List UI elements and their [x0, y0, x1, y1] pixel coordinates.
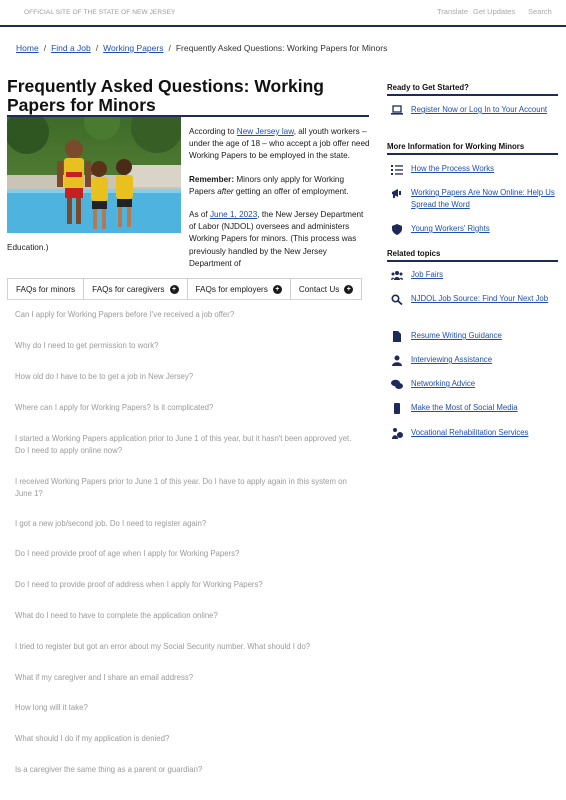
- faq-item[interactable]: Do I need to provide proof of address when I apply for Working Papers?: [15, 580, 263, 589]
- people-icon: [391, 270, 403, 281]
- intro-text: [189, 126, 371, 281]
- laptop-icon: [391, 105, 403, 116]
- tabs-divider: [7, 299, 352, 300]
- list-icon: [391, 164, 403, 175]
- rehab-icon: [391, 428, 403, 439]
- tab-faqs-for-caregivers[interactable]: FAQs for caregivers +: [83, 278, 187, 300]
- sidebar-more-heading: More Information for Working Minors: [387, 142, 525, 151]
- sidebar-related-divider: [387, 260, 558, 262]
- sidebar-item-label: Register Now or Log In to Your Account: [411, 105, 548, 114]
- faq-item[interactable]: Where can I apply for Working Papers? Is it complicated?: [15, 403, 214, 412]
- sidebar-item-label: Interviewing Assistance: [411, 355, 493, 364]
- page-title: Frequently Asked Questions: Working Papers for Minors: [7, 76, 324, 115]
- breadcrumb-home[interactable]: Home: [16, 43, 39, 53]
- faq-item[interactable]: Can I apply for Working Papers before I've received a job offer?: [15, 310, 235, 319]
- sidebar-item-label: Vocational Rehabilitation Services: [411, 428, 529, 437]
- search-icon: [391, 294, 403, 305]
- phone-icon: [391, 403, 403, 414]
- faq-item[interactable]: I received Working Papers prior to June 1 of this year. Do I have to apply again in this system on June 1?: [15, 477, 347, 498]
- faq-tabs: [7, 278, 361, 300]
- sidebar-item-label: Young Workers' Rights: [411, 224, 490, 233]
- tab-faqs-for-employers[interactable]: FAQs for employers +: [187, 278, 291, 300]
- search-link[interactable]: Search: [528, 7, 552, 16]
- sidebar-ready-divider: [387, 94, 558, 96]
- faq-item[interactable]: I got a new job/second job. Do I need to register again?: [15, 519, 207, 528]
- faq-item[interactable]: How long will it take?: [15, 703, 88, 712]
- faq-item[interactable]: Is a caregiver the same thing as a parent or guardian?: [15, 765, 203, 774]
- person-icon: [391, 355, 403, 366]
- plus-circle-icon: +: [170, 285, 179, 294]
- translate-link[interactable]: Translate: [437, 7, 468, 16]
- megaphone-icon: [391, 188, 403, 199]
- faq-item[interactable]: What if my caregiver and I share an email address?: [15, 673, 194, 682]
- tab-contact-us[interactable]: Contact Us +: [290, 278, 363, 300]
- lifeguards-photo: [7, 117, 181, 233]
- faq-item[interactable]: I tried to register but got an error about my Social Security number. What should I do?: [15, 642, 311, 651]
- faq-item[interactable]: What should I do if my application is denied?: [15, 734, 170, 743]
- breadcrumb-find-a-job[interactable]: Find a Job: [51, 43, 91, 53]
- shield-icon: [391, 224, 403, 235]
- sidebar-item-label: Working Papers Are Now Online: Help Us Spread the Word: [411, 188, 555, 209]
- sidebar-item-label: Job Fairs: [411, 270, 444, 279]
- sidebar-item-label: Make the Most of Social Media: [411, 403, 518, 412]
- top-bar: [0, 0, 566, 27]
- intro-paragraph-3: As of June 1, 2023, the New Jersey Department of Labor (NJDOL) oversees and administers Working Papers for minors. (This process was previously handled by the New Jersey Department of: [189, 210, 364, 268]
- new-jersey-law-link[interactable]: New Jersey law: [236, 127, 294, 136]
- plus-circle-icon: +: [344, 285, 353, 294]
- faq-item[interactable]: Why do I need to get permission to work?: [15, 341, 159, 350]
- chat-icon: [391, 379, 403, 390]
- sidebar-item-label: How the Process Works: [411, 164, 495, 173]
- faq-item[interactable]: What do I need to have to complete the application online?: [15, 611, 218, 620]
- tab-faqs-for-minors[interactable]: FAQs for minors: [7, 278, 84, 300]
- intro-paragraph-1: According to New Jersey law, all youth workers – under the age of 18 – who accept a job offer need Working Papers to be employed in the state.: [189, 127, 370, 161]
- intro-paragraph-3-tail: Education.): [7, 243, 49, 252]
- breadcrumb-working-papers[interactable]: Working Papers: [103, 43, 164, 53]
- get-updates-link[interactable]: Get Updates: [473, 7, 516, 16]
- breadcrumb-current: Frequently Asked Questions: Working Papers for Minors: [175, 43, 388, 53]
- faq-item[interactable]: How old do I have to be to get a job in New Jersey?: [15, 372, 194, 381]
- breadcrumb: Home / Find a Job / Working Papers / Frequently Asked Questions: Working Papers for Minors: [16, 43, 388, 53]
- document-icon: [391, 331, 403, 342]
- faq-item[interactable]: Do I need provide proof of age when I apply for Working Papers?: [15, 549, 240, 558]
- official-site-text: OFFICIAL SITE OF THE STATE OF NEW JERSEY: [24, 9, 176, 16]
- faq-item[interactable]: I started a Working Papers application prior to June 1 of this year, but it hasn't been approved yet. Do I need to apply online now?: [15, 434, 352, 455]
- plus-circle-icon: +: [273, 285, 282, 294]
- sidebar-related-heading: Related topics: [387, 249, 441, 258]
- sidebar-more-divider: [387, 153, 558, 155]
- sidebar-item-label: NJDOL Job Source: Find Your Next Job: [411, 294, 549, 303]
- sidebar-item-label: Networking Advice: [411, 379, 476, 388]
- june-1-2023-link[interactable]: June 1, 2023: [209, 210, 258, 220]
- sidebar-item-label: Resume Writing Guidance: [411, 331, 502, 340]
- sidebar-ready-heading: Ready to Get Started?: [387, 83, 469, 92]
- intro-paragraph-2: Remember: Minors only apply for Working Papers after getting an offer of employment.: [189, 174, 349, 196]
